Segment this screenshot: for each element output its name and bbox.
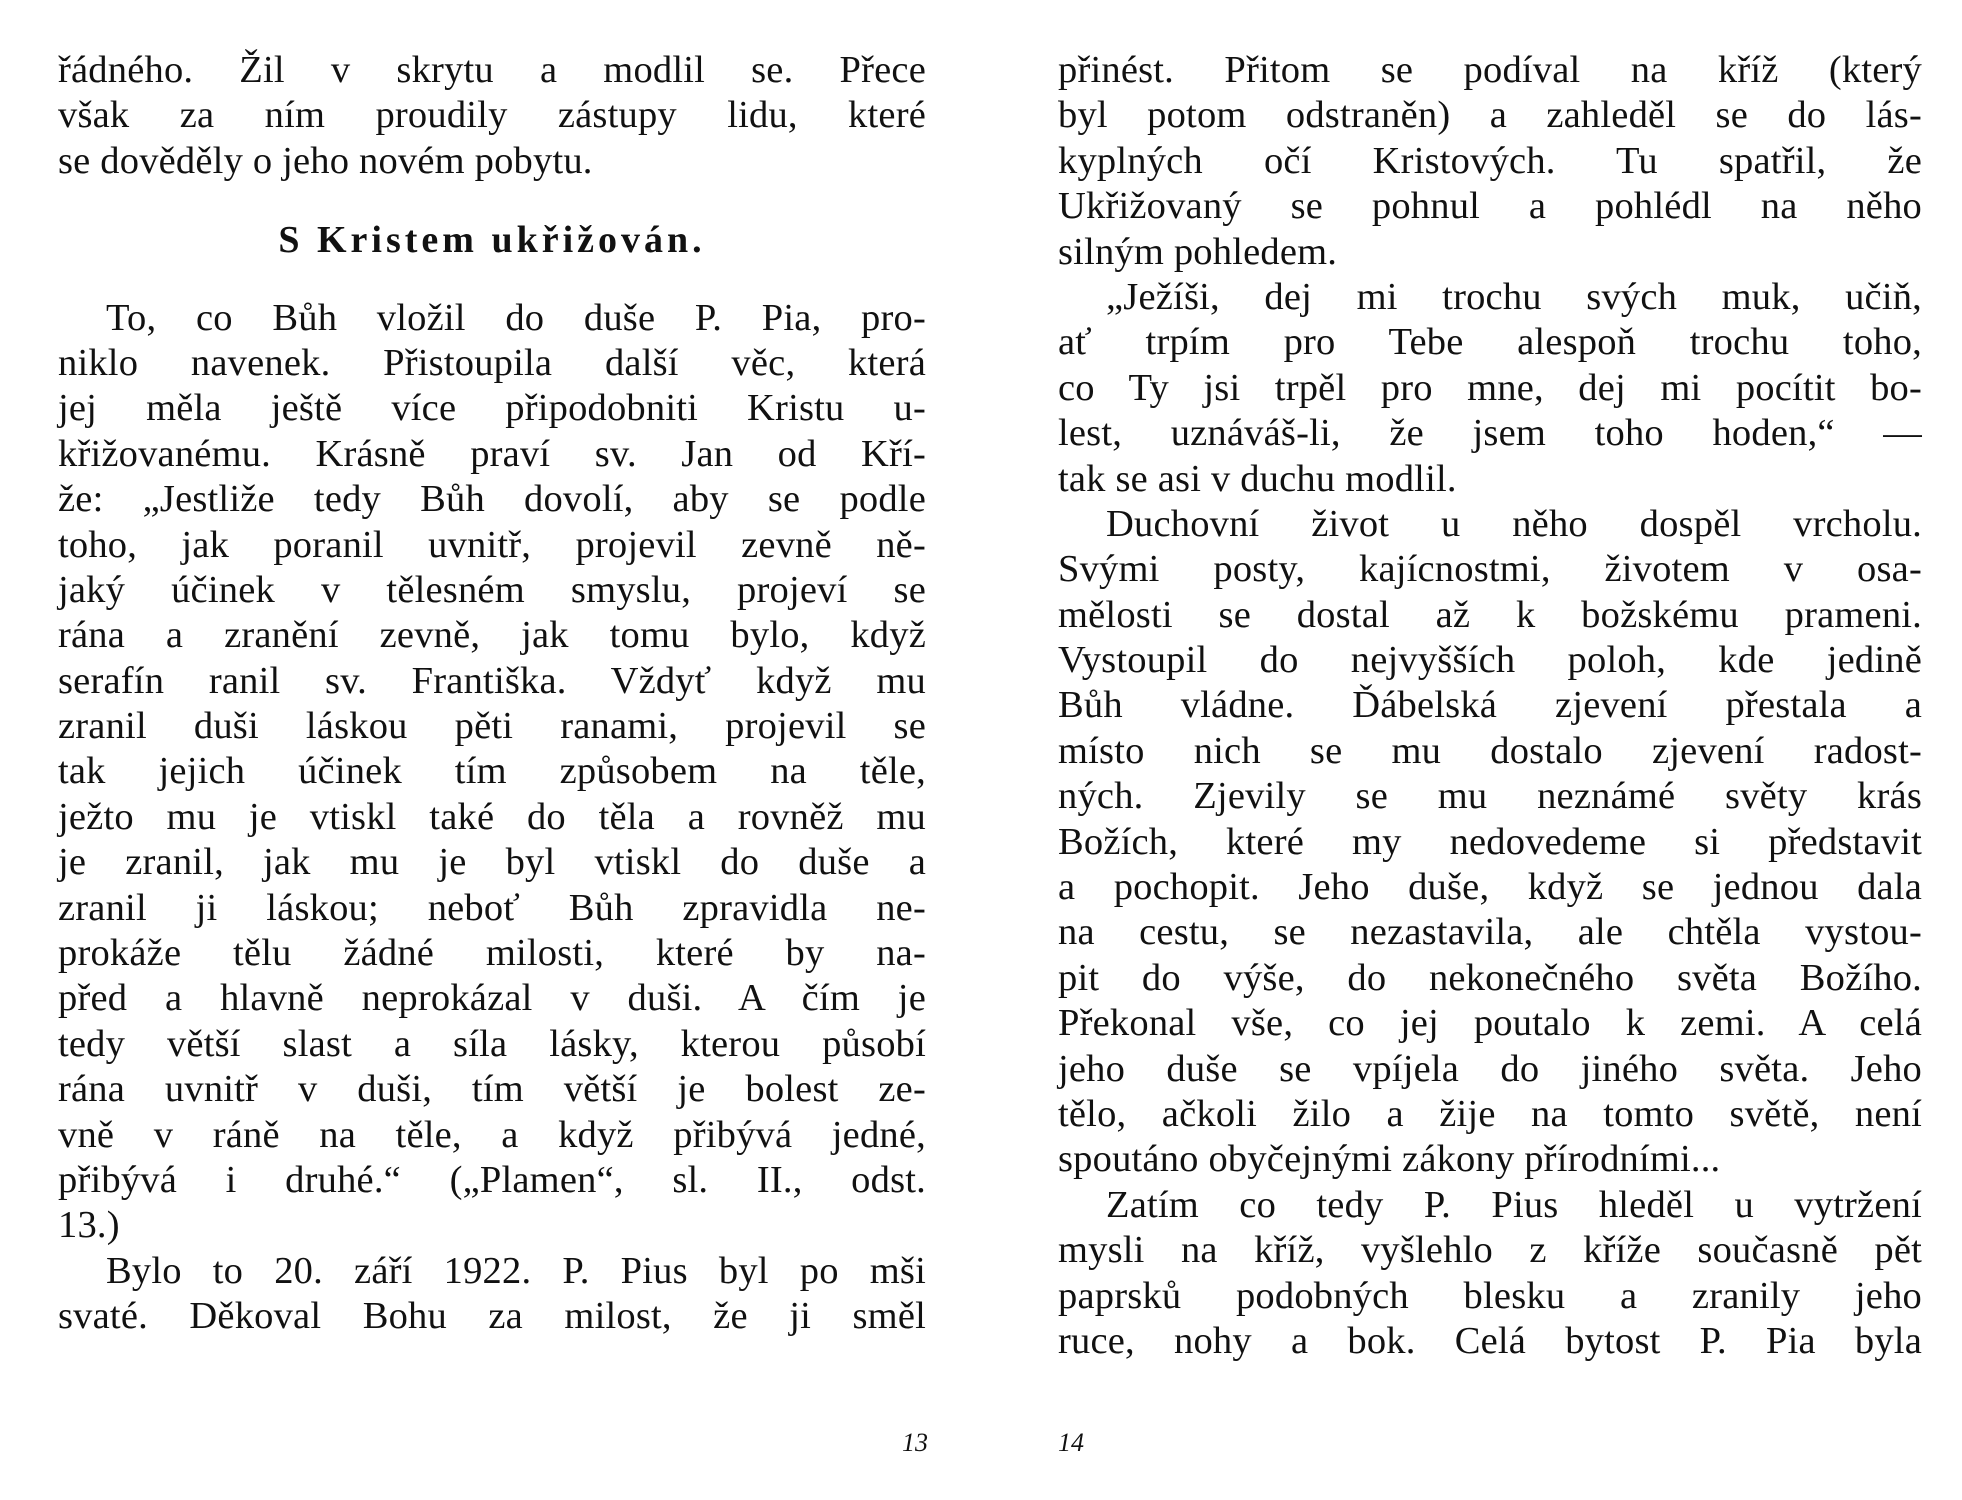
text-line: ať trpím pro Tebe alespoň trochu toho,	[1058, 321, 1922, 364]
text-line: Vystoupil do nejvyšších poloh, kde jedině	[1058, 639, 1922, 682]
text-line: Duchovní život u něho dospěl vrcholu.	[1106, 502, 1922, 545]
text-line: Bylo to 20. září 1922. P. Pius byl po mši	[106, 1249, 926, 1292]
text-line: ježto mu je vtiskl také do těla a rovněž mu	[58, 795, 926, 838]
text-line: Božích, které my nedovedeme si představit	[1058, 820, 1922, 863]
text-line: jaký účinek v tělesném smyslu, projeví se	[58, 568, 926, 611]
text-line: jeho duše se vpíjela do jiného světa. Jeho	[1058, 1047, 1922, 1090]
text-line: Svými posty, kajícnostmi, životem v osa-	[1058, 548, 1922, 591]
text-line: mysli na kříž, vyšlehlo z kříže současně pět	[1058, 1229, 1922, 1272]
text-line: ruce, nohy a bok. Celá bytost P. Pia byla	[1058, 1319, 1922, 1362]
text-line: však za ním proudily zástupy lidu, které	[58, 94, 926, 137]
text-line: na cestu, se nezastavila, ale chtěla vystou-	[1058, 911, 1922, 954]
text-line: mělosti se dostal až k božskému prameni.	[1058, 593, 1922, 636]
text-line: serafín ranil sv. Františka. Vždyť když mu	[58, 659, 926, 702]
text-line: přinést. Přitom se podíval na kříž (který	[1058, 49, 1922, 91]
text-line: rána a zranění zevně, jak tomu bylo, když	[58, 614, 926, 657]
text-line: tedy větší slast a síla lásky, kterou působí	[58, 1022, 926, 1065]
text-line: pit do výše, do nekonečného světa Božího.	[1058, 956, 1922, 999]
section-heading: S Kristem ukřižován.	[278, 219, 706, 262]
text-line: tak jejich účinek tím způsobem na těle,	[58, 750, 926, 793]
text-line: je zranil, jak mu je byl vtiskl do duše a	[58, 841, 926, 884]
text-line: tělo, ačkoli žilo a žije na tomto světě, není	[1058, 1092, 1922, 1135]
text-line: kyplných očí Kristových. Tu spatřil, že	[1058, 139, 1922, 182]
text-line: vně v ráně na těle, a když přibývá jedné,	[58, 1113, 926, 1156]
text-line: Ukřižovaný se pohnul a pohlédl na něho	[1058, 185, 1922, 228]
text-line: svaté. Děkoval Bohu za milost, že ji směl	[58, 1295, 926, 1338]
text-line: a pochopit. Jeho duše, když se jednou dala	[1058, 866, 1922, 909]
text-line: Překonal vše, co jej poutalo k zemi. A celá	[1058, 1002, 1922, 1045]
text-line: Bůh vládne. Ďábelská zjevení přestala a	[1058, 684, 1922, 727]
text-line: prokáže tělu žádné milosti, které by na-	[58, 932, 926, 975]
text-line: rána uvnitř v duši, tím větší je bolest ze-	[58, 1068, 926, 1111]
text-line: silným pohledem.	[1058, 230, 1338, 273]
text-line: že: „Jestliže tedy Bůh dovolí, aby se podle	[58, 478, 926, 521]
text-line: byl potom odstraněn) a zahleděl se do lás-	[1058, 94, 1922, 137]
text-line: paprsků podobných blesku a zranily jeho	[1058, 1274, 1922, 1317]
page-number-left: 13	[902, 1428, 928, 1457]
text-line: zranil ji láskou; neboť Bůh zpravidla ne-	[58, 886, 926, 929]
text-line: přibývá i druhé.“ („Plamen“, sl. II., odst.	[58, 1158, 926, 1201]
text-line: 13.)	[58, 1204, 120, 1247]
text-line: spoutáno obyčejnými zákony přírodními...	[1058, 1138, 1721, 1181]
text-line: lest, uznáváš-li, že jsem toho hoden,“ —	[1058, 412, 1922, 455]
text-line: niklo navenek. Přistoupila další věc, která	[58, 341, 926, 384]
text-line: jej měla ještě více připodobniti Kristu u-	[58, 387, 926, 430]
text-line: místo nich se mu dostalo zjevení radost-	[1058, 729, 1922, 772]
text-line: před a hlavně neprokázal v duši. A čím je	[58, 977, 926, 1020]
text-line: „Ježíši, dej mi trochu svých muk, učiň,	[1106, 275, 1922, 318]
page-number-right: 14	[1058, 1428, 1084, 1457]
text-line: ných. Zjevily se mu neznámé světy krás	[1058, 775, 1922, 818]
text-line: Zatím co tedy P. Pius hleděl u vytržení	[1106, 1183, 1922, 1226]
text-line: toho, jak poranil uvnitř, projevil zevně ně-	[58, 523, 926, 566]
text-line: tak se asi v duchu modlil.	[1058, 457, 1457, 500]
left-page	[58, 48, 926, 1340]
text-line: To, co Bůh vložil do duše P. Pia, pro-	[106, 296, 926, 339]
text-line: se dověděly o jeho novém pobytu.	[58, 139, 593, 182]
text-line: zranil duši láskou pěti ranami, projevil se	[58, 705, 926, 748]
text-line: řádného. Žil v skrytu a modlil se. Přece	[58, 49, 926, 91]
text-line: křižovanému. Krásně praví sv. Jan od Kří-	[58, 432, 926, 475]
text-line: co Ty jsi trpěl pro mne, dej mi pocítit bo-	[1058, 366, 1922, 409]
right-page	[1058, 48, 1922, 1364]
